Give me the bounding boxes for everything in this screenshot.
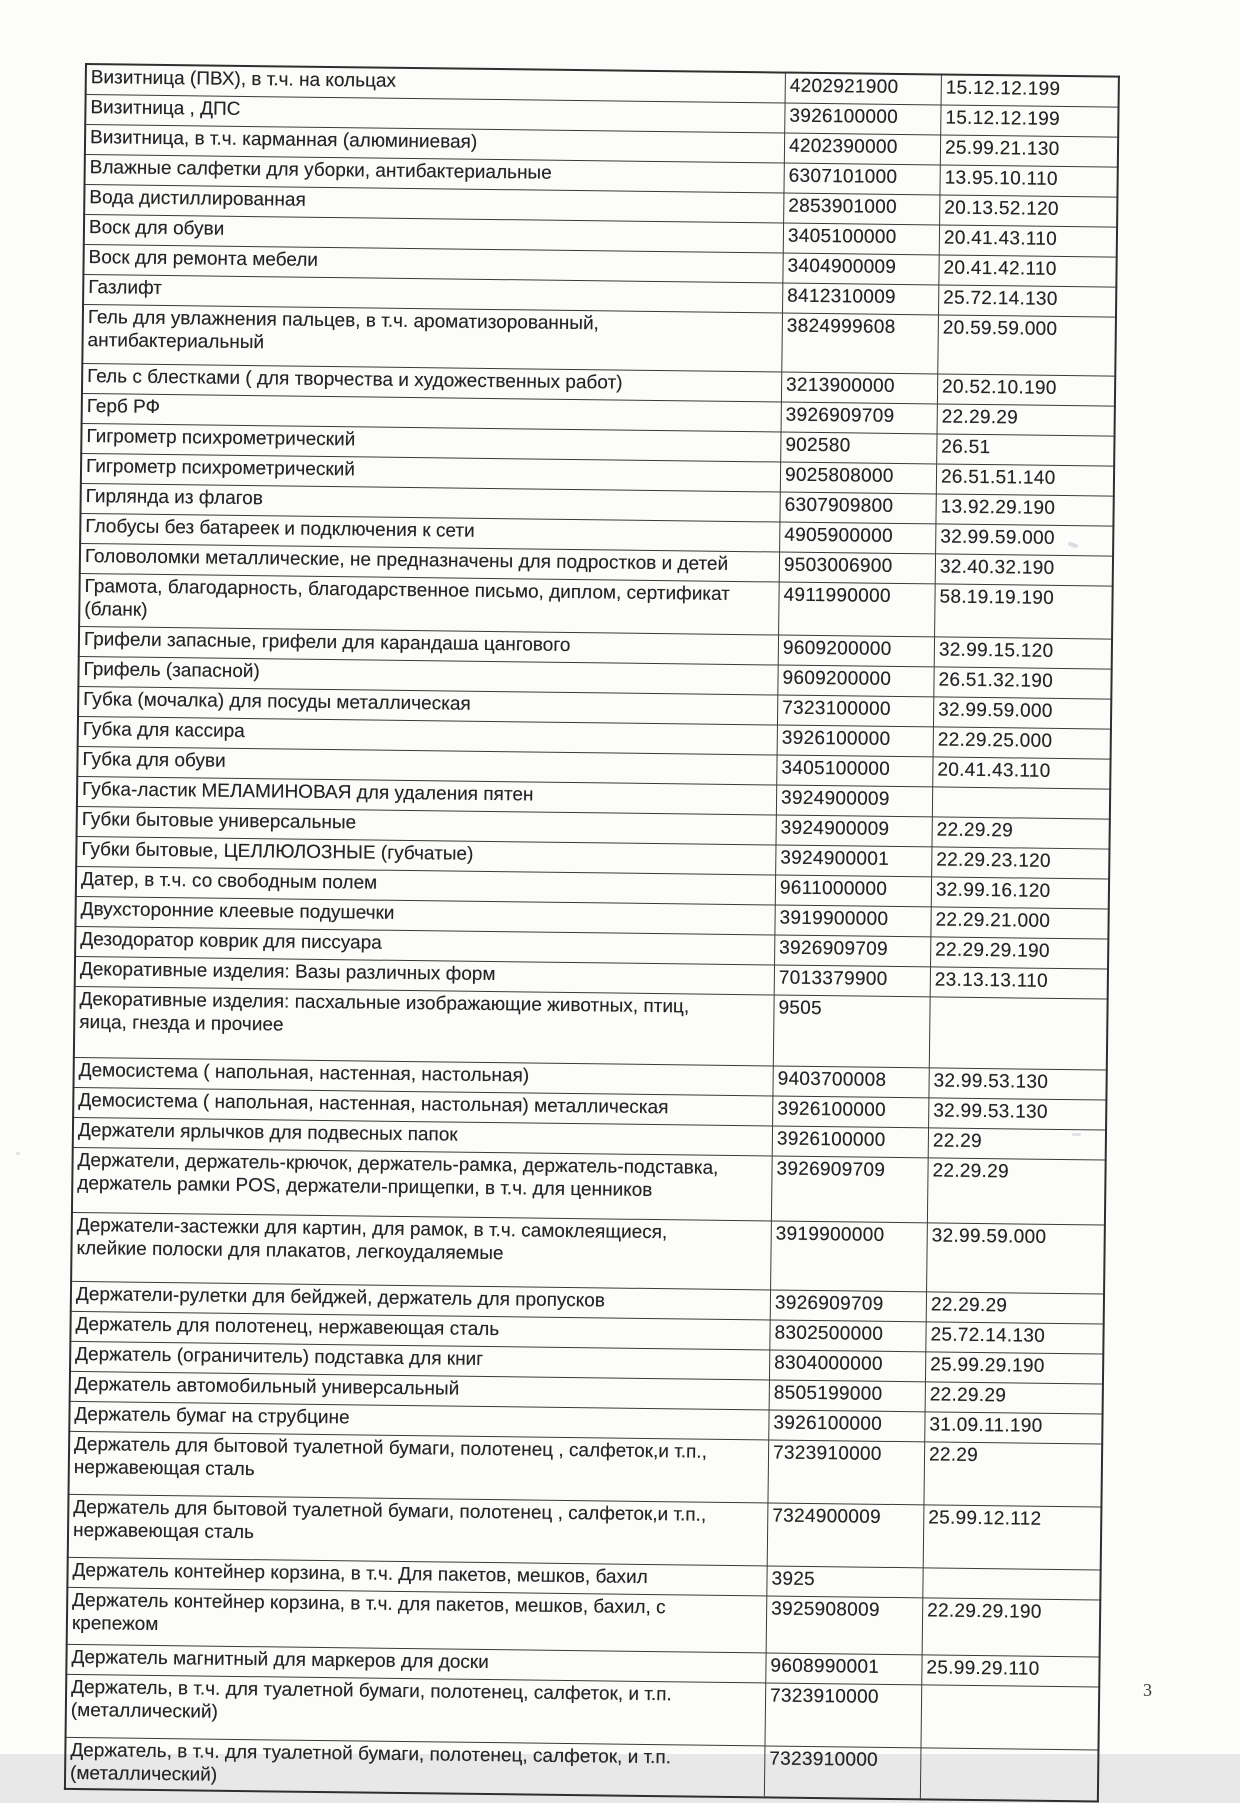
tnved-code-cell: 8304000000 (769, 1350, 925, 1382)
okpd-code-cell: 26.51 (937, 434, 1115, 466)
okpd-code-cell: 26.51.51.140 (936, 464, 1114, 496)
tnved-code-cell: 3926909709 (771, 1156, 928, 1223)
okpd-code-cell: 22.29 (928, 1128, 1106, 1160)
item-name-cell: Держатель контейнер корзина, в т.ч. для пакетов, мешков, бахил, с крепежом (67, 1587, 767, 1653)
tnved-code-cell: 9403700008 (773, 1066, 929, 1098)
okpd-code-cell: 25.72.14.130 (926, 1322, 1104, 1354)
item-name-cell: Держатель (ограничитель) подставка для книг (70, 1341, 770, 1380)
tnved-code-cell: 9609200000 (778, 635, 934, 667)
item-name-cell: Гель с блестками ( для творчества и художественных работ) (82, 363, 782, 402)
okpd-code-cell: 58.19.19.190 (935, 584, 1113, 639)
item-name-cell: Влажные салфетки для уборки, антибактериальные (85, 155, 785, 194)
item-name-cell: Губки бытовые универсальные (77, 806, 777, 845)
item-name-cell: Гигрометр психрометрический (81, 453, 781, 492)
okpd-code-cell: 22.29.21.000 (931, 907, 1109, 939)
okpd-code-cell: 23.13.13.110 (930, 967, 1108, 999)
tnved-code-cell: 3405100000 (783, 223, 939, 255)
item-name-cell: Держатель магнитный для маркеров для доски (66, 1644, 766, 1683)
tnved-code-cell: 3924900009 (776, 815, 932, 847)
okpd-code-cell: 20.41.43.110 (939, 225, 1117, 257)
item-name-cell: Держатель автомобильный универсальный (70, 1371, 770, 1410)
item-name-cell: Визитница (ПВХ), в т.ч. на кольцах (86, 64, 786, 103)
item-name-cell: Держатели, держатель-крючок, держатель-рамка, держатель-подставка, держатель рамки POS, держатели-прищепки, в т.ч. для ценников (72, 1147, 772, 1221)
item-name-cell: Двухсторонние клеевые подушечки (75, 896, 775, 935)
item-name-cell: Грифель (запасной) (78, 656, 778, 695)
item-name-cell: Грамота, благодарность, благодарственное письмо, диплом, сертификат (бланк) (79, 573, 779, 635)
tnved-code-cell: 3926909709 (781, 402, 937, 434)
okpd-code-cell: 22.29.23.120 (932, 847, 1110, 879)
tnved-code-cell: 3919900000 (775, 905, 931, 937)
tnved-code-cell: 7013379900 (774, 965, 930, 997)
tnved-code-cell: 3919900000 (771, 1221, 928, 1292)
item-name-cell: Головоломки металлические, не предназначены для подростков и детей (80, 543, 780, 582)
okpd-code-cell: 32.99.59.000 (933, 697, 1111, 729)
okpd-code-cell: 25.72.14.130 (938, 285, 1116, 317)
item-name-cell: Грифели запасные, грифели для карандаша цангового (79, 626, 779, 665)
tnved-code-cell: 7323910000 (764, 1746, 921, 1799)
item-name-cell: Держатель, в т.ч. для туалетной бумаги, полотенец, салфеток, и т.п. (металлический) (66, 1674, 766, 1746)
item-name-cell: Держатели-застежки для картин, для рамок, в т.ч. самоклеящиеся, клейкие полоски для плакатов, легкоудаляемые (71, 1212, 771, 1290)
item-name-cell: Демосистема ( напольная, настенная, настольная) (73, 1057, 773, 1096)
okpd-code-cell: 31.09.11.190 (925, 1412, 1103, 1444)
okpd-code-cell: 25.99.12.112 (923, 1505, 1101, 1570)
tnved-code-cell: 4202390000 (784, 133, 940, 165)
okpd-code-cell: 22.29 (924, 1442, 1102, 1507)
okpd-code-cell: 32.99.15.120 (934, 637, 1112, 669)
okpd-code-cell: 32.99.16.120 (931, 877, 1109, 909)
tnved-code-cell: 3824999608 (782, 313, 939, 374)
item-name-cell: Воск для ремонта мебели (83, 244, 783, 283)
tnved-code-cell: 3924900001 (776, 845, 932, 877)
okpd-code-cell: 20.41.43.110 (933, 757, 1111, 789)
item-name-cell: Воск для обуви (84, 215, 784, 254)
goods-table-wrapper (64, 63, 1090, 1802)
tnved-code-cell: 3926100000 (772, 1126, 928, 1158)
item-name-cell: Декоративные изделия: пасхальные изображающие животных, птиц, яица, гнезда и прочиее (74, 986, 774, 1066)
okpd-code-cell (920, 1748, 1098, 1802)
table-row (71, 1212, 1105, 1294)
okpd-code-cell: 20.52.10.190 (937, 374, 1115, 406)
tnved-code-cell: 3926909709 (775, 935, 931, 967)
okpd-code-cell: 32.99.59.000 (927, 1223, 1105, 1294)
tnved-code-cell: 7324900009 (767, 1503, 924, 1568)
tnved-code-cell: 8412310009 (782, 283, 938, 315)
okpd-code-cell: 20.59.59.000 (938, 315, 1116, 376)
okpd-code-cell: 15.12.12.199 (941, 105, 1119, 137)
tnved-code-cell: 7323910000 (768, 1440, 925, 1505)
okpd-code-cell: 32.99.53.130 (929, 1068, 1107, 1100)
okpd-code-cell: 22.29.29 (932, 817, 1110, 849)
item-name-cell: Вода дистиллированная (84, 185, 784, 224)
tnved-code-cell: 3925908009 (766, 1596, 923, 1655)
tnved-code-cell: 9609200000 (778, 665, 934, 697)
tnved-code-cell: 3926100000 (785, 103, 941, 135)
tnved-code-cell: 3924900009 (776, 785, 932, 817)
okpd-code-cell: 13.95.10.110 (940, 165, 1118, 197)
item-name-cell: Визитница , ДПС (85, 95, 785, 134)
item-name-cell: Гигрометр психрометрический (81, 423, 781, 462)
okpd-code-cell: 25.99.29.190 (925, 1352, 1103, 1384)
item-name-cell: Держатель, в т.ч. для туалетной бумаги, полотенец, салфеток, и т.п. (металлический) (65, 1737, 765, 1797)
okpd-code-cell: 25.99.29.110 (922, 1655, 1100, 1687)
item-name-cell: Гирлянда из флагов (80, 483, 780, 522)
table-row (74, 986, 1108, 1070)
item-name-cell: Держатели ярлычков для подвесных папок (73, 1117, 773, 1156)
tnved-code-cell: 3925 (767, 1566, 923, 1598)
tnved-code-cell: 3926100000 (777, 725, 933, 757)
item-name-cell: Губка для обуви (77, 746, 777, 785)
tnved-code-cell: 7323100000 (777, 695, 933, 727)
tnved-code-cell: 4911990000 (779, 582, 936, 637)
tnved-code-cell: 9505 (773, 995, 930, 1068)
scan-artifact (16, 1152, 20, 1155)
tnved-code-cell: 6307101000 (784, 163, 940, 195)
item-name-cell: Датер, в т.ч. со свободным полем (76, 866, 776, 905)
item-name-cell: Губка (мочалка) для посуды металлическая (78, 686, 778, 725)
tnved-code-cell: 9608990001 (766, 1653, 922, 1685)
okpd-code-cell: 15.12.12.199 (941, 74, 1119, 107)
item-name-cell: Визитница, в т.ч. карманная (алюминиевая) (85, 125, 785, 164)
okpd-code-cell: 22.29.29.190 (931, 937, 1109, 969)
tnved-code-cell: 3405100000 (777, 755, 933, 787)
tnved-code-cell: 3926100000 (773, 1096, 929, 1128)
tnved-code-cell: 8505199000 (769, 1380, 925, 1412)
item-name-cell: Губки бытовые, ЦЕЛЛЮЛОЗНЫЕ (губчатые) (76, 836, 776, 875)
item-name-cell: Держатель для полотенец, нержавеющая сталь (70, 1311, 770, 1350)
tnved-code-cell: 7323910000 (765, 1683, 922, 1748)
tnved-code-cell: 8302500000 (770, 1320, 926, 1352)
tnved-code-cell: 9503006900 (779, 552, 935, 584)
okpd-code-cell (921, 1685, 1099, 1750)
item-name-cell: Держатель для бытовой туалетной бумаги, полотенец , салфеток,и т.п., нержавеющая сталь (68, 1494, 768, 1566)
okpd-code-cell: 25.99.21.130 (940, 135, 1118, 167)
tnved-code-cell: 902580 (781, 432, 937, 464)
tnved-code-cell: 3404900009 (783, 253, 939, 285)
okpd-code-cell: 22.29.29.190 (922, 1598, 1100, 1657)
tnved-code-cell: 2853901000 (784, 193, 940, 225)
item-name-cell: Держатель для бытовой туалетной бумаги, полотенец , салфеток,и т.п., нержавеющая сталь (69, 1431, 769, 1503)
okpd-code-cell: 20.13.52.120 (940, 195, 1118, 227)
item-name-cell: Герб РФ (82, 393, 782, 432)
goods-table (64, 63, 1120, 1803)
tnved-code-cell: 3926909709 (770, 1290, 926, 1322)
page-number: 3 (1143, 1680, 1152, 1700)
okpd-code-cell: 22.29.25.000 (933, 727, 1111, 759)
item-name-cell: Губка-ластик МЕЛАМИНОВАЯ для удаления пятен (77, 776, 777, 815)
item-name-cell: Держатель бумаг на струбцине (69, 1401, 769, 1440)
scan-artifact (1072, 1133, 1081, 1136)
okpd-code-cell: 32.40.32.190 (935, 554, 1113, 586)
item-name-cell: Глобусы без батареек и подключения к сети (80, 513, 780, 552)
item-name-cell: Губка для кассира (78, 716, 778, 755)
tnved-code-cell: 4202921900 (785, 73, 941, 105)
okpd-code-cell (929, 997, 1107, 1070)
tnved-code-cell: 9025808000 (780, 462, 936, 494)
item-name-cell: Дезодоратор коврик для писсуара (75, 926, 775, 965)
table-body (65, 64, 1119, 1801)
okpd-code-cell: 32.99.53.130 (929, 1098, 1107, 1130)
okpd-code-cell: 22.29.29 (925, 1382, 1103, 1414)
okpd-code-cell: 13.92.29.190 (936, 494, 1114, 526)
item-name-cell: Декоративные изделия: Вазы различных форм (75, 956, 775, 995)
item-name-cell: Держатели-рулетки для бейджей, держатель для пропусков (71, 1281, 771, 1320)
item-name-cell: Демосистема ( напольная, настенная, настольная) металлическая (73, 1087, 773, 1126)
okpd-code-cell: 32.99.59.000 (936, 524, 1114, 556)
tnved-code-cell: 3926100000 (769, 1410, 925, 1442)
tnved-code-cell: 9611000000 (775, 875, 931, 907)
okpd-code-cell: 20.41.42.110 (939, 255, 1117, 287)
okpd-code-cell (932, 787, 1110, 819)
item-name-cell: Гель для увлажнения пальцев, в т.ч. ароматизорованный, антибактериальный (82, 304, 782, 372)
item-name-cell: Газлифт (83, 274, 783, 313)
tnved-code-cell: 3213900000 (781, 372, 937, 404)
okpd-code-cell: 22.29.29 (926, 1292, 1104, 1324)
okpd-code-cell: 22.29.29 (937, 404, 1115, 436)
okpd-code-cell (923, 1568, 1101, 1600)
tnved-code-cell: 4905900000 (780, 522, 936, 554)
okpd-code-cell: 22.29.29 (927, 1158, 1105, 1225)
tnved-code-cell: 6307909800 (780, 492, 936, 524)
okpd-code-cell: 26.51.32.190 (934, 667, 1112, 699)
item-name-cell: Держатель контейнер корзина, в т.ч. Для пакетов, мешков, бахил (67, 1557, 767, 1596)
